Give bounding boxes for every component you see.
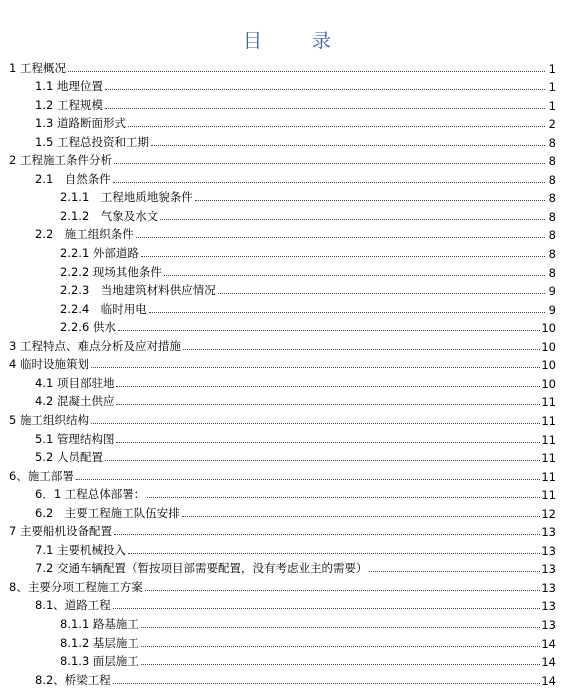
toc-entry-label: 8.2、桥梁工程 — [35, 672, 111, 687]
toc-entry[interactable] — [60, 651, 556, 670]
toc-entry[interactable] — [35, 558, 556, 577]
toc-entry-page-number: 1 — [548, 80, 556, 95]
toc-entry-page-number: 8 — [548, 228, 556, 243]
dot-leader — [116, 442, 540, 443]
toc-entry-label: 8.1、道路工程 — [35, 598, 111, 613]
toc-entry-page-number: 14 — [541, 673, 556, 688]
toc-entry[interactable] — [35, 224, 556, 243]
toc-entry-page-number: 1 — [548, 61, 556, 76]
dot-leader — [114, 163, 545, 164]
toc-entry-label: 4.2 混凝土供应 — [35, 394, 115, 409]
toc-entry[interactable] — [9, 335, 556, 354]
toc-entry-label: 6.2 主要工程施工队伍安排 — [35, 505, 180, 520]
dot-leader — [147, 497, 540, 498]
toc-entry-label: 2.2.2 现场其他条件 — [60, 264, 162, 279]
dot-leader — [116, 386, 540, 387]
toc-entry[interactable] — [35, 595, 556, 614]
toc-entry-page-number: 8 — [548, 247, 556, 262]
dot-leader — [141, 664, 540, 665]
dot-leader — [145, 590, 541, 591]
toc-entry-page-number: 11 — [541, 469, 556, 484]
toc-entry[interactable] — [35, 502, 556, 521]
toc-entry[interactable] — [35, 76, 556, 95]
toc-entry-page-number: 8 — [548, 135, 556, 150]
dot-leader — [141, 256, 545, 257]
toc-entry[interactable] — [35, 484, 556, 503]
toc-entry[interactable] — [35, 372, 556, 391]
toc-entry[interactable] — [9, 57, 556, 76]
toc-entry-page-number: 8 — [548, 209, 556, 224]
toc-entry-page-number: 9 — [548, 302, 556, 317]
toc-entry[interactable] — [60, 205, 556, 224]
toc-entry[interactable] — [60, 632, 556, 651]
toc-entry[interactable] — [60, 614, 556, 633]
toc-entry-page-number: 8 — [548, 265, 556, 280]
toc-entry[interactable] — [60, 261, 556, 280]
dot-leader — [141, 627, 540, 628]
toc-entry-label: 2 工程施工条件分析 — [9, 153, 112, 168]
toc-entry-page-number: 8 — [548, 172, 556, 187]
dot-leader — [182, 516, 541, 517]
toc-entry-page-number: 13 — [541, 580, 556, 595]
toc-entry-page-number: 1 — [548, 98, 556, 113]
toc-entry-label: 7.2 交通车辆配置（暂按项目部需要配置，没有考虑业主的需要） — [35, 561, 368, 576]
toc-entry-page-number: 12 — [541, 506, 556, 521]
toc-entry-page-number: 11 — [541, 488, 556, 503]
toc-entry-label: 5 施工组织结构 — [9, 412, 89, 427]
toc-entry-page-number: 9 — [548, 284, 556, 299]
toc-entry-page-number: 14 — [541, 636, 556, 651]
toc-entry-page-number: 10 — [541, 321, 556, 336]
toc-entry-page-number: 11 — [541, 432, 556, 447]
toc-entry-page-number: 14 — [541, 655, 556, 670]
toc-entry-label: 1 工程概况 — [9, 60, 66, 75]
toc-entry-page-number: 2 — [548, 117, 556, 132]
toc-entry-label: 5.1 管理结构图 — [35, 431, 115, 446]
toc-entry[interactable] — [9, 409, 556, 428]
toc-entry-page-number: 10 — [541, 339, 556, 354]
toc-entry[interactable] — [60, 280, 556, 299]
toc-title: 目 录 — [242, 30, 354, 52]
dot-leader — [141, 646, 540, 647]
toc-entry-label: 2.1 自然条件 — [35, 171, 111, 186]
toc-entry-label: 8.1.2 基层施工 — [60, 635, 139, 650]
toc-entry[interactable] — [9, 465, 556, 484]
toc-entry-label: 6．1 工程总体部署： — [35, 487, 146, 502]
toc-entry[interactable] — [35, 669, 556, 688]
toc-entry-page-number: 10 — [541, 376, 556, 391]
toc-entry[interactable] — [35, 168, 556, 187]
toc-entry-page-number: 13 — [541, 618, 556, 633]
dot-leader — [128, 553, 540, 554]
toc-entry[interactable] — [60, 187, 556, 206]
dot-leader — [369, 571, 540, 572]
toc-entry[interactable] — [60, 243, 556, 262]
dot-leader — [160, 219, 545, 220]
toc-entry-page-number: 13 — [541, 543, 556, 558]
toc-entry-page-number: 11 — [541, 395, 556, 410]
dot-leader — [118, 330, 540, 331]
toc-entry[interactable] — [9, 354, 556, 373]
dot-leader — [105, 108, 545, 109]
toc-entry[interactable] — [9, 521, 556, 540]
toc-entry[interactable] — [35, 428, 556, 447]
toc-entry-label: 2.1.1 工程地质地貌条件 — [60, 190, 193, 205]
toc-entry-label: 7 主要船机设备配置 — [9, 524, 112, 539]
dot-leader — [128, 126, 545, 127]
toc-entry[interactable] — [60, 298, 556, 317]
toc-entry[interactable] — [35, 391, 556, 410]
dot-leader — [183, 349, 540, 350]
toc-entry-label: 3 工程特点、难点分析及应对措施 — [9, 338, 181, 353]
toc-entry-page-number: 13 — [541, 562, 556, 577]
toc-entry-label: 1.3 道路断面形式 — [35, 116, 126, 131]
toc-entry-label: 4 临时设施策划 — [9, 357, 89, 372]
toc-entry[interactable] — [35, 113, 556, 132]
toc-entry-label: 4.1 项目部驻地 — [35, 375, 115, 390]
dot-leader — [91, 423, 540, 424]
dot-leader — [91, 367, 540, 368]
dot-leader — [164, 275, 545, 276]
dot-leader — [149, 312, 545, 313]
dot-leader — [114, 534, 540, 535]
toc-entry-label: 2.2.4 临时用电 — [60, 301, 147, 316]
toc-entry-page-number: 11 — [541, 451, 556, 466]
toc-entry-label: 2.2.1 外部道路 — [60, 246, 139, 261]
toc-entry-label: 7.1 主要机械投入 — [35, 542, 126, 557]
toc-entry-label: 1.5 工程总投资和工期 — [35, 134, 149, 149]
dot-leader — [151, 145, 545, 146]
toc-entry-label: 8、主要分项工程施工方案 — [9, 579, 143, 594]
toc-entry-label: 1.2 工程规模 — [35, 97, 103, 112]
toc-entry-label: 1.1 地理位置 — [35, 79, 103, 94]
toc-entry[interactable] — [35, 94, 556, 113]
toc-entry-label: 2.2.3 当地建筑材料供应情况 — [60, 283, 216, 298]
toc-entry[interactable] — [60, 317, 556, 336]
toc-entry-page-number: 13 — [541, 525, 556, 540]
dot-leader — [136, 237, 545, 238]
toc-entry-label: 2.1.2 气象及水文 — [60, 208, 159, 223]
dot-leader — [116, 404, 540, 405]
toc-entry-page-number: 11 — [541, 413, 556, 428]
toc-entry-page-number: 8 — [548, 191, 556, 206]
dot-leader — [218, 293, 545, 294]
dot-leader — [113, 182, 545, 183]
dot-leader — [113, 608, 541, 609]
toc-entry-label: 6、施工部署 — [9, 468, 74, 483]
toc-entry-page-number: 10 — [541, 358, 556, 373]
dot-leader — [68, 71, 545, 72]
toc-entry-label: 2.2 施工组织条件 — [35, 227, 134, 242]
toc-entry-page-number: 8 — [548, 154, 556, 169]
toc-entry-page-number: 13 — [541, 599, 556, 614]
toc-entry[interactable] — [35, 539, 556, 558]
dot-leader — [105, 460, 540, 461]
dot-leader — [113, 683, 541, 684]
toc-entry[interactable] — [9, 150, 556, 169]
toc-entry-label: 8.1.3 面层施工 — [60, 654, 139, 669]
dot-leader — [195, 200, 545, 201]
toc-entry-label: 5.2 人员配置 — [35, 450, 103, 465]
dot-leader — [76, 479, 541, 480]
toc-entry[interactable] — [35, 131, 556, 150]
toc-entry-label: 2.2.6 供水 — [60, 320, 116, 335]
toc-entry-label: 8.1.1 路基施工 — [60, 617, 139, 632]
toc-entry[interactable] — [35, 447, 556, 466]
dot-leader — [105, 89, 545, 90]
toc-entry[interactable] — [9, 576, 556, 595]
